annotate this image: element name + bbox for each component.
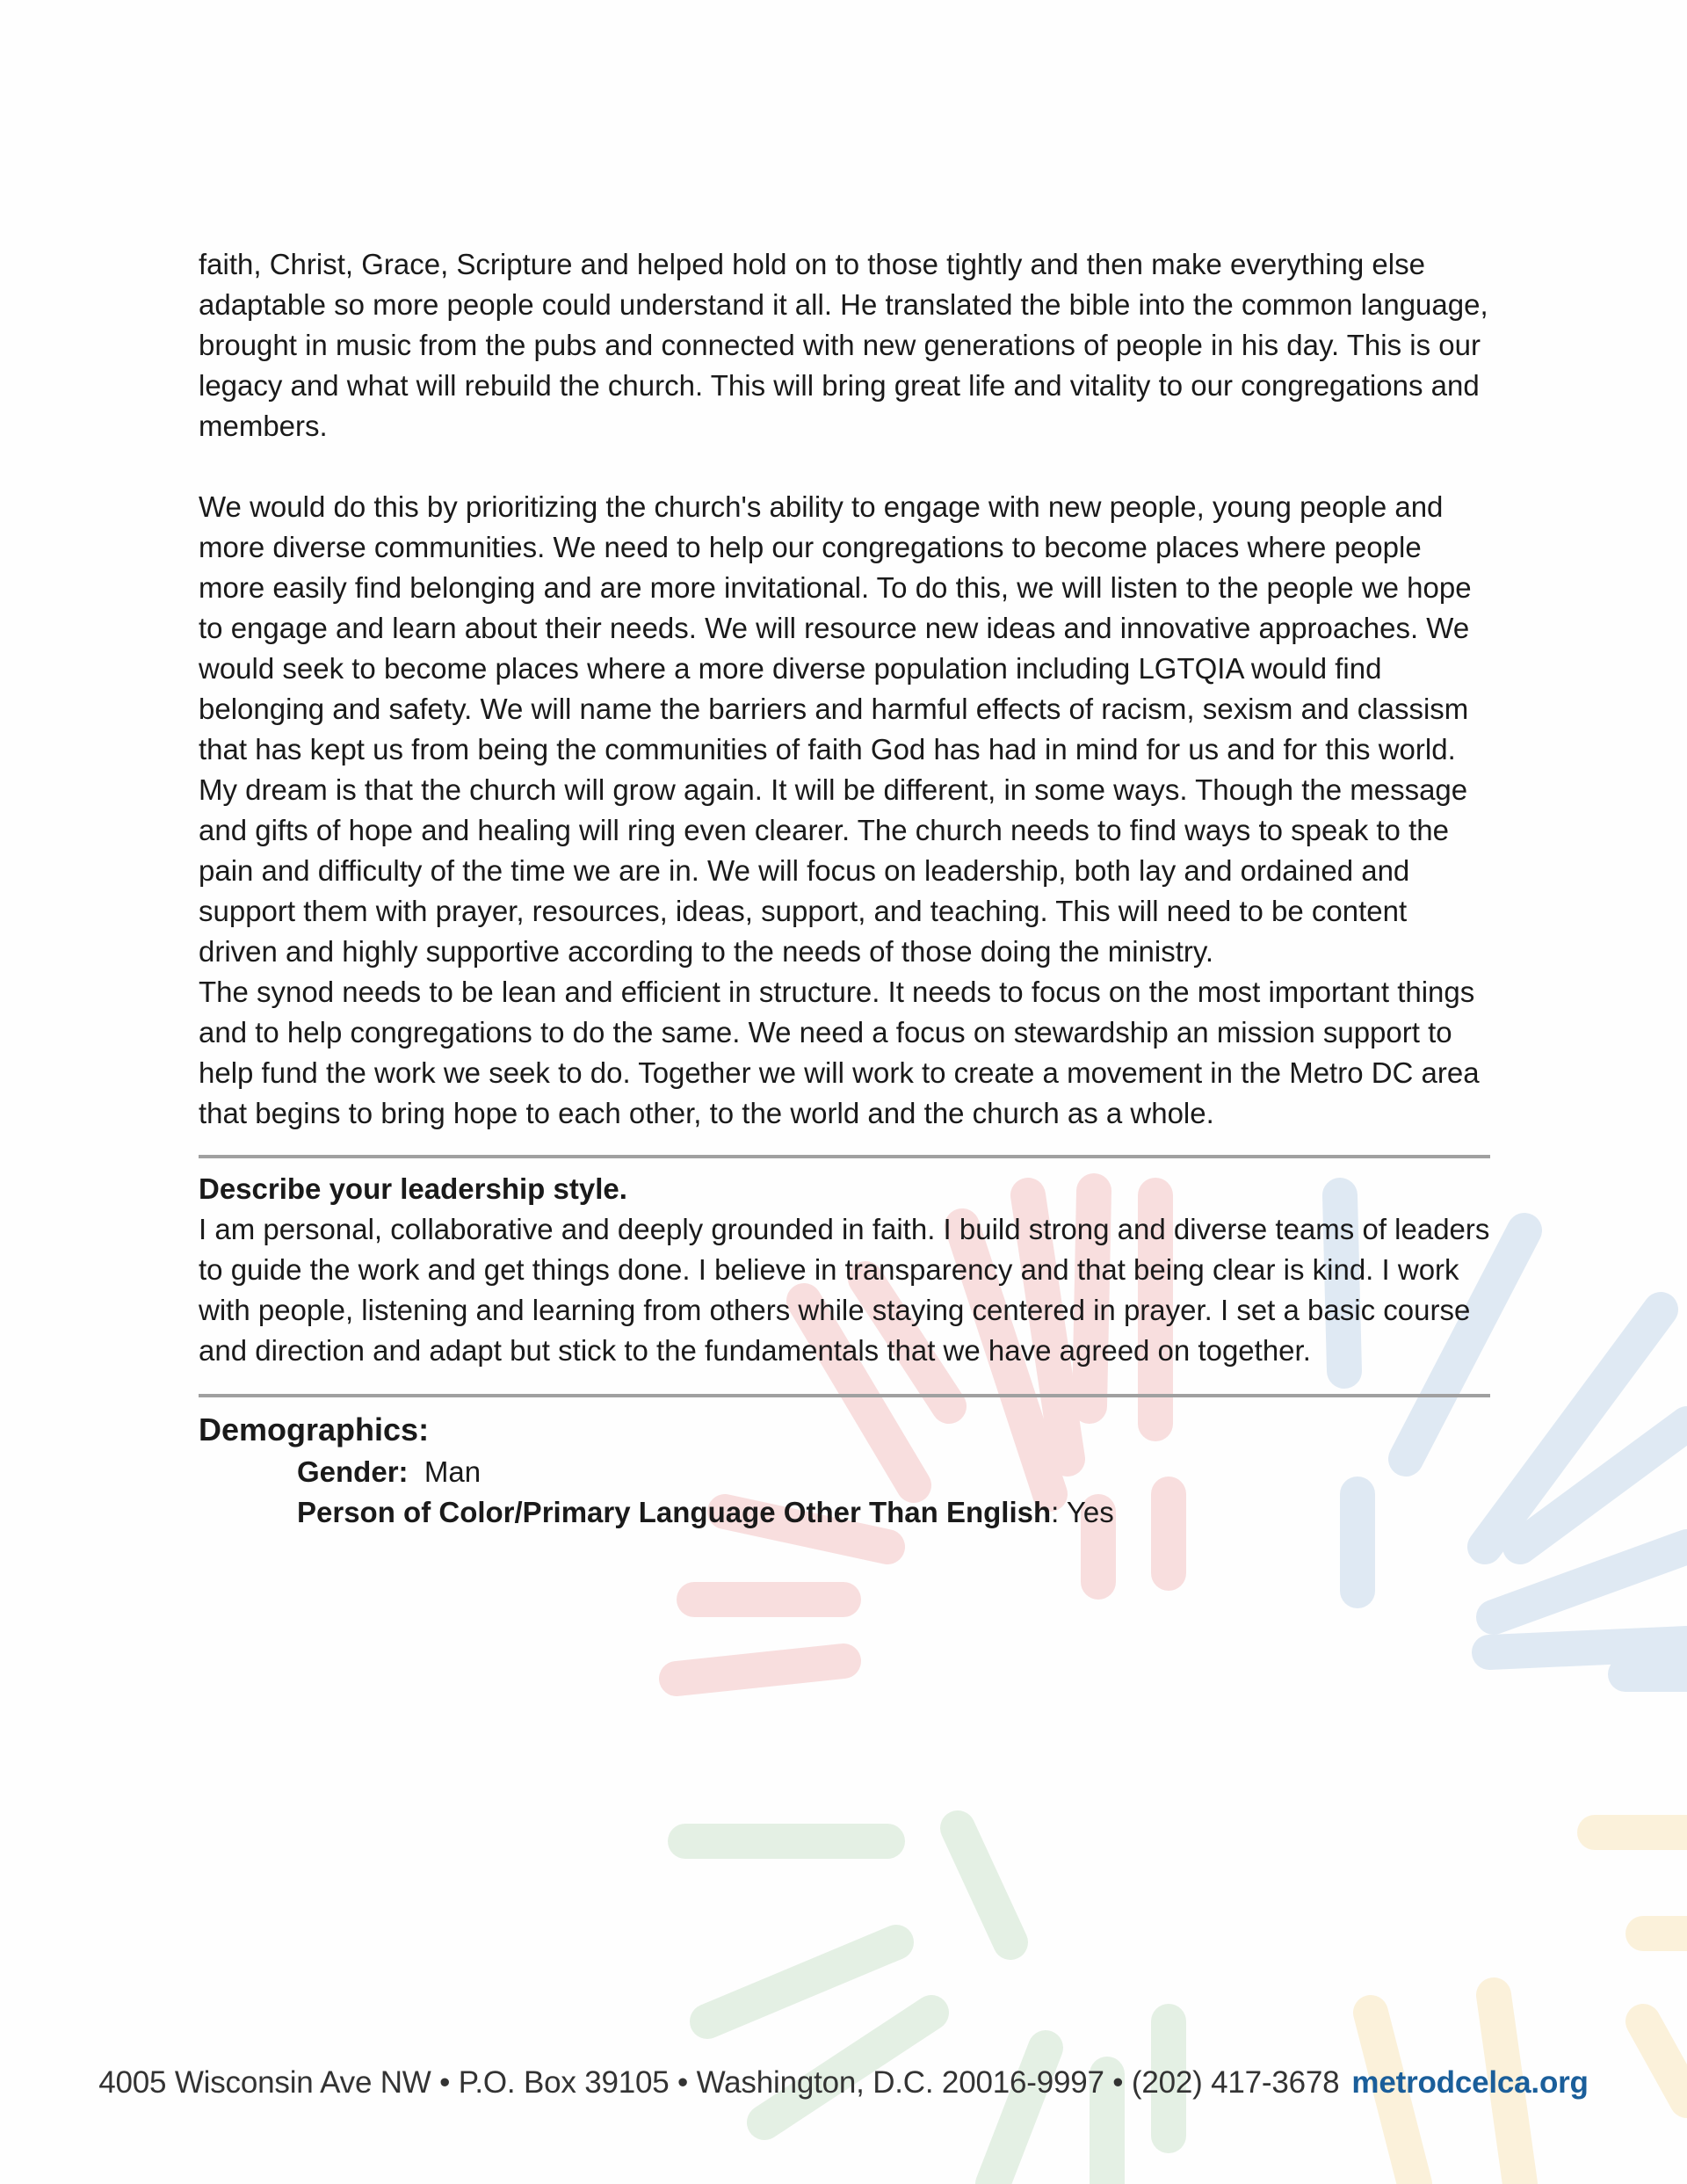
yellow-rays (1371, 1832, 1687, 2184)
website-link[interactable]: metrodcelca.org (1351, 2065, 1589, 2100)
document-body (199, 244, 1490, 1533)
green-rays (685, 1828, 1169, 2184)
gender-line (297, 1452, 1490, 1492)
poc-label: Person of Color/Primary Language Other Than English (297, 1496, 1052, 1528)
leadership-text: I am personal, collaborative and deeply grounded in faith. I build strong and diverse teams of leaders to guide the work and get things done. I believe in transparency and that being clear is kind. I work with people, listening and learning from others while staying centered in prayer. I set a basic course and direction and adapt but stick to the fundamentals that we have agreed on together. (199, 1213, 1490, 1367)
leadership-heading: Describe your leadership style. (199, 1172, 627, 1205)
section-divider (199, 1155, 1490, 1158)
section-divider (199, 1394, 1490, 1397)
gender-label: Gender: (297, 1455, 409, 1488)
poc-line: Person of Color/Primary Language Other Than English: Yes (297, 1496, 1114, 1528)
poc-value: Yes (1066, 1496, 1114, 1528)
paragraph-luther-legacy: faith, Christ, Grace, Scripture and helped hold on to those tightly and then make everything else adaptable so more people could understand it all. He translated the bible into the common language, brought in music from the pubs and connected with new generations of people in his day. This is our legacy and what will rebuild the church. This will bring great life and vitality to our congregations and members. (199, 248, 1488, 442)
paragraph-synod-structure: The synod needs to be lean and efficient in structure. It needs to focus on the most important things and to help congregations to do the same. We need a focus on stewardship an mission support to help fund the work we seek to do. Together we will work to create a movement in the Metro DC area that begins to bring hope to each other, to the world and the church as a whole. (199, 976, 1480, 1129)
demographics-heading: Demographics: (199, 1411, 430, 1448)
gender-value: Man (424, 1455, 481, 1488)
footer-address: 4005 Wisconsin Ave NW • P.O. Box 39105 • Washington, D.C. 20016-9997 • (202) 417-3678 (98, 2065, 1340, 2100)
footer (0, 2065, 1687, 2101)
paragraph-engagement: We would do this by prioritizing the church's ability to engage with new people, young people and more diverse communities. We need to help our congregations to become places where people more easily find belonging and are more invitational. To do this, we will listen to the people we hope to engage and learn about their needs. We will resource new ideas and innovative approaches. We would seek to become places where a more diverse population including LGTQIA would find belonging and safety. We will name the barriers and harmful effects of racism, sexism and classism that has kept us from being the communities of faith God has had in mind for us and for this world. My dream is that the church will grow again. It will be different, in some ways. Though the message and gifts of hope and healing will ring even clearer. The church needs to find ways to speak to the pain and difficulty of the time we are in. We will focus on leadership, both lay and ordained and support them with prayer, resources, ideas, support, and teaching. This will need to be content driven and highly supportive according to the needs of those doing the ministry. (199, 490, 1472, 968)
